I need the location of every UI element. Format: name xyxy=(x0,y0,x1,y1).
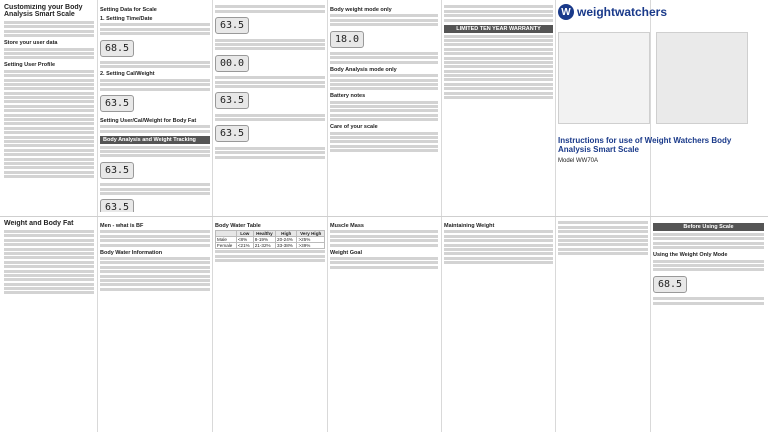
scale-illustration xyxy=(558,32,650,124)
table-cell: 8-19% xyxy=(253,237,275,243)
scale-display: 00.0 xyxy=(215,55,249,72)
scale-illustration xyxy=(656,32,748,124)
table-cell: 33-38% xyxy=(276,243,297,249)
logo-icon: W xyxy=(558,4,574,20)
cover-panel xyxy=(558,4,764,212)
top-column-2 xyxy=(100,4,210,212)
table-cell: 21-32% xyxy=(253,243,275,249)
scale-display: 63.5 xyxy=(100,199,134,212)
scale-display: 63.5 xyxy=(215,92,249,109)
warranty-heading: LIMITED TEN YEAR WARRANTY xyxy=(444,25,553,33)
section-title: Weight Goal xyxy=(330,249,362,256)
table-row xyxy=(216,243,325,249)
section-subtitle: Store your user data xyxy=(4,40,58,47)
table-header: High xyxy=(276,231,297,237)
top-column-5 xyxy=(444,4,553,212)
section-title: Customizing your Body Analysis Smart Scale xyxy=(4,4,83,18)
bottom-column-7 xyxy=(653,220,764,428)
bottom-column-4 xyxy=(330,220,438,428)
table-header: Very High xyxy=(297,231,325,237)
top-column-4 xyxy=(330,4,438,212)
section-title: Men - what is BF xyxy=(100,223,144,229)
brand-logo xyxy=(558,4,764,20)
scale-display: 68.5 xyxy=(653,276,687,293)
section-title: Weight and Body Fat xyxy=(4,220,74,227)
table-cell: <8% xyxy=(236,237,253,243)
scale-display: 18.0 xyxy=(330,31,364,48)
section-title: Muscle Mass xyxy=(330,223,364,229)
section-band: Before Using Scale xyxy=(653,223,764,231)
table-header: Low xyxy=(236,231,253,237)
section-band: Body Analysis and Weight Tracking xyxy=(100,136,210,144)
scale-display: 68.5 xyxy=(100,40,134,57)
logo-text: weightwatchers xyxy=(577,5,668,19)
section-title: Maintaining Weight xyxy=(444,223,495,229)
model-number: Model WW70A xyxy=(558,158,599,164)
section-subtitle: Setting User/Cal/Weight for Body Fat xyxy=(100,117,197,124)
table-cell: 20-24% xyxy=(276,237,297,243)
bottom-column-6 xyxy=(558,220,648,428)
scale-display: 63.5 xyxy=(100,95,134,112)
bottom-column-5 xyxy=(444,220,553,428)
table-cell: >39% xyxy=(297,243,325,249)
cover-title: Instructions for use of Weight Watchers Body Analysis Smart Scale xyxy=(558,136,732,154)
section-subtitle: Body weight mode only xyxy=(330,7,392,13)
section-subtitle: Battery notes xyxy=(330,93,366,100)
section-title: Body Water Information xyxy=(100,249,163,256)
bottom-column-3 xyxy=(215,220,325,428)
top-column-3 xyxy=(215,4,325,212)
bottom-column-2 xyxy=(100,220,210,428)
scale-display: 63.5 xyxy=(100,162,134,179)
section-subtitle: 2. Setting Cal/Weight xyxy=(100,71,155,78)
table-cell: >25% xyxy=(297,237,325,243)
body-fat-table xyxy=(215,230,325,249)
table-header: Healthy xyxy=(253,231,275,237)
table-cell: <21% xyxy=(236,243,253,249)
section-title: Using the Weight Only Mode xyxy=(653,252,728,259)
table-cell: Male xyxy=(216,237,237,243)
fold-line xyxy=(0,216,768,217)
table-cell: Female xyxy=(216,243,237,249)
section-subtitle: Care of your scale xyxy=(330,124,378,131)
section-title: Setting Data for Scale xyxy=(100,7,157,13)
step-title: Setting User Profile xyxy=(4,62,56,69)
scale-display: 63.5 xyxy=(215,17,249,34)
top-column-1 xyxy=(4,4,94,212)
section-subtitle: 1. Setting Time/Date xyxy=(100,16,153,22)
bottom-column-1 xyxy=(4,220,94,428)
section-title: Body Water Table xyxy=(215,223,261,229)
scale-display: 63.5 xyxy=(215,125,249,142)
section-subtitle: Body Analysis mode only xyxy=(330,66,397,73)
